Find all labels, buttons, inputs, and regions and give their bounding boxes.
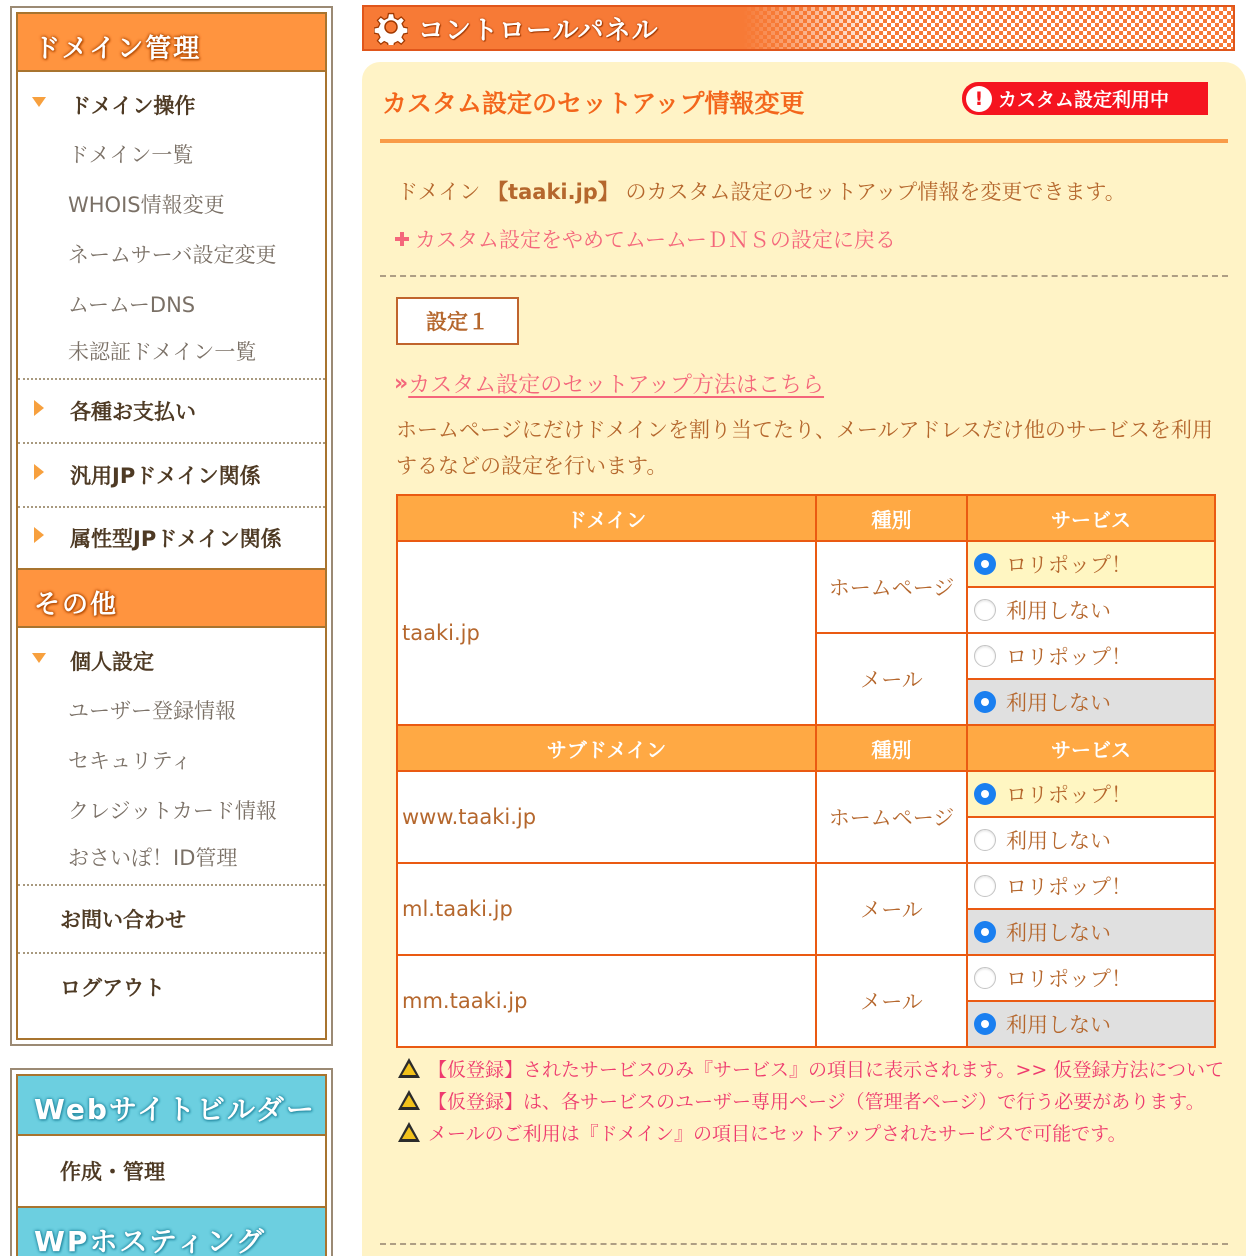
sidebar-header-website-builder: Webサイトビルダー xyxy=(18,1076,325,1136)
title-divider xyxy=(380,139,1228,143)
sidebar-item-label: 作成・管理 xyxy=(60,1160,165,1184)
option-label: ロリポップ！ xyxy=(1006,875,1132,899)
subdomain-name-cell: ml.taaki.jp xyxy=(397,863,816,955)
plus-icon xyxy=(395,232,409,246)
custom-setting-active-badge xyxy=(962,82,1208,115)
option-label: 利用しない xyxy=(1006,1013,1111,1037)
sidebar-builder-panel xyxy=(10,1068,333,1256)
setting-description: ホームページにだけドメインを割り当てたり、メールアドレスだけ他のサービスを利用するなどの設定を行います。 xyxy=(396,418,1213,478)
sidebar-group-domain-ops[interactable] xyxy=(18,90,325,120)
option-label: ロリポップ！ xyxy=(1006,783,1132,807)
sidebar-item-label: ログアウト xyxy=(60,976,165,1000)
column-header-subdomain: サブドメイン xyxy=(397,725,816,771)
column-header-kind: 種別 xyxy=(816,495,967,541)
triangle-right-icon xyxy=(34,527,44,543)
option-label: ロリポップ！ xyxy=(1006,967,1132,991)
radio-option-lolipop[interactable] xyxy=(967,771,1215,817)
radio-option-lolipop[interactable] xyxy=(967,541,1215,587)
radio-unchecked-icon[interactable] xyxy=(974,875,996,897)
sidebar-group-label: ドメイン操作 xyxy=(70,94,196,118)
option-label: 利用しない xyxy=(1006,921,1111,945)
sidebar-item-whois-change[interactable]: WHOIS情報変更 xyxy=(68,193,225,217)
exclamation-icon: ! xyxy=(966,86,992,112)
table-row xyxy=(397,541,1215,587)
sidebar-item-generic-jp[interactable] xyxy=(18,442,325,506)
sidebar-item-security[interactable]: セキュリティ xyxy=(68,749,192,773)
sidebar-item-label: お問い合わせ xyxy=(60,908,186,932)
sidebar-header-wp-hosting: WPホスティング xyxy=(18,1206,325,1256)
note-provisional-registration xyxy=(398,1054,1230,1086)
sidebar-item-create-manage[interactable] xyxy=(18,1136,325,1206)
sidebar-item-osaipo-id[interactable]: おさいぽ！ID管理 xyxy=(68,846,238,870)
radio-option-lolipop[interactable] xyxy=(967,863,1215,909)
sidebar-item-credit-card[interactable]: クレジットカード情報 xyxy=(68,799,277,823)
dashed-divider xyxy=(380,1243,1228,1245)
setting-1-label: 設定１ xyxy=(396,297,519,345)
setup-howto-link[interactable] xyxy=(394,368,824,399)
back-to-muumuu-dns-link[interactable] xyxy=(395,224,896,254)
sidebar-item-user-info[interactable]: ユーザー登録情報 xyxy=(68,699,236,723)
sidebar-item-logout[interactable] xyxy=(18,952,325,1020)
control-panel-title: コントロールパネル xyxy=(418,15,659,46)
note-text: 【仮登録】は、各サービスのユーザー専用ページ（管理者ページ）で行う必要があります。 xyxy=(428,1091,1205,1113)
radio-option-none[interactable] xyxy=(967,1001,1215,1047)
badge-label: カスタム設定利用中 xyxy=(998,89,1170,111)
radio-unchecked-icon[interactable] xyxy=(974,599,996,621)
radio-option-lolipop[interactable] xyxy=(967,633,1215,679)
radio-checked-icon[interactable] xyxy=(974,921,996,943)
kind-cell: メール xyxy=(816,863,967,955)
sidebar-group-label: 個人設定 xyxy=(70,650,154,674)
gear-icon xyxy=(374,11,408,45)
page-title: カスタム設定のセットアップ情報変更 xyxy=(382,89,805,118)
kind-cell: ホームページ xyxy=(816,541,967,633)
radio-option-none[interactable] xyxy=(967,587,1215,633)
sidebar-domain-panel xyxy=(10,6,333,1046)
sidebar-item-domain-list[interactable]: ドメイン一覧 xyxy=(68,143,194,167)
option-label: ロリポップ！ xyxy=(1006,553,1132,577)
warning-icon xyxy=(398,1122,420,1142)
column-header-service: サービス xyxy=(967,495,1215,541)
sidebar-item-nameserver-change[interactable]: ネームサーバ設定変更 xyxy=(68,243,277,267)
option-label: 利用しない xyxy=(1006,691,1111,715)
dashed-divider xyxy=(380,275,1228,277)
radio-unchecked-icon[interactable] xyxy=(974,829,996,851)
checker-pattern xyxy=(743,7,1233,49)
intro-text xyxy=(397,176,1126,206)
subdomain-name-cell: mm.taaki.jp xyxy=(397,955,816,1047)
main-panel xyxy=(362,62,1246,1256)
table-header-row xyxy=(397,725,1215,771)
radio-checked-icon[interactable] xyxy=(974,553,996,575)
option-label: ロリポップ！ xyxy=(1006,645,1132,669)
note-text: 【仮登録】されたサービスのみ『サービス』の項目に表示されます。 xyxy=(428,1059,1016,1081)
sidebar-item-label: 各種お支払い xyxy=(70,400,196,424)
sidebar-item-unverified-domains[interactable]: 未認証ドメイン一覧 xyxy=(68,340,257,364)
radio-checked-icon[interactable] xyxy=(974,1013,996,1035)
table-row xyxy=(397,771,1215,817)
sidebar-item-label: 属性型JPドメイン関係 xyxy=(70,527,282,551)
column-header-service: サービス xyxy=(967,725,1215,771)
warning-icon xyxy=(398,1090,420,1110)
sidebar-item-attribute-jp[interactable] xyxy=(18,506,325,568)
back-link-label: カスタム設定をやめてムームーＤＮＳの設定に戻る xyxy=(415,228,896,252)
column-header-domain: ドメイン xyxy=(397,495,816,541)
option-label: 利用しない xyxy=(1006,829,1111,853)
intro-suffix: のカスタム設定のセットアップ情報を変更できます。 xyxy=(625,180,1126,204)
notes-section xyxy=(398,1054,1230,1150)
radio-option-none[interactable] xyxy=(967,679,1215,725)
provisional-registration-link[interactable]: >> 仮登録方法について xyxy=(1015,1059,1224,1081)
note-registration-location xyxy=(398,1086,1230,1118)
radio-unchecked-icon[interactable] xyxy=(974,645,996,667)
control-panel-header xyxy=(362,5,1235,51)
radio-checked-icon[interactable] xyxy=(974,783,996,805)
domain-name-cell: taaki.jp xyxy=(397,541,816,725)
intro-domain: 【taaki.jp】 xyxy=(487,180,619,204)
kind-cell: メール xyxy=(816,955,967,1047)
table-row xyxy=(397,863,1215,909)
sidebar-header-domain-management: ドメイン管理 xyxy=(18,14,325,72)
intro-prefix: ドメイン xyxy=(397,180,481,204)
double-chevron-right-icon: » xyxy=(394,371,405,396)
note-mail-usage xyxy=(398,1118,1230,1150)
radio-unchecked-icon[interactable] xyxy=(974,967,996,989)
sidebar-item-contact[interactable] xyxy=(18,884,325,952)
kind-cell: ホームページ xyxy=(816,771,967,863)
radio-option-none[interactable] xyxy=(967,817,1215,863)
table-header-row xyxy=(397,495,1215,541)
service-settings-table xyxy=(396,494,1216,1048)
radio-checked-icon[interactable] xyxy=(974,691,996,713)
column-header-kind: 種別 xyxy=(816,725,967,771)
option-label: 利用しない xyxy=(1006,599,1111,623)
triangle-right-icon xyxy=(34,464,44,480)
note-text: メールのご利用は『ドメイン』の項目にセットアップされたサービスで可能です。 xyxy=(428,1123,1127,1145)
radio-option-none[interactable] xyxy=(967,909,1215,955)
table-row xyxy=(397,955,1215,1001)
sidebar-item-payments[interactable] xyxy=(18,378,325,442)
kind-cell: メール xyxy=(816,633,967,725)
triangle-down-icon xyxy=(32,97,46,107)
triangle-down-icon xyxy=(32,653,46,663)
sidebar-item-muumuu-dns[interactable]: ムームーDNS xyxy=(68,293,196,317)
sidebar-header-other: その他 xyxy=(18,568,325,628)
sidebar-group-personal-settings[interactable] xyxy=(18,646,325,676)
warning-icon xyxy=(398,1058,420,1078)
subdomain-name-cell: www.taaki.jp xyxy=(397,771,816,863)
triangle-right-icon xyxy=(34,400,44,416)
radio-option-lolipop[interactable] xyxy=(967,955,1215,1001)
howto-link-label: カスタム設定のセットアップ方法はこちら xyxy=(408,373,825,398)
sidebar-item-label: 汎用JPドメイン関係 xyxy=(70,464,261,488)
